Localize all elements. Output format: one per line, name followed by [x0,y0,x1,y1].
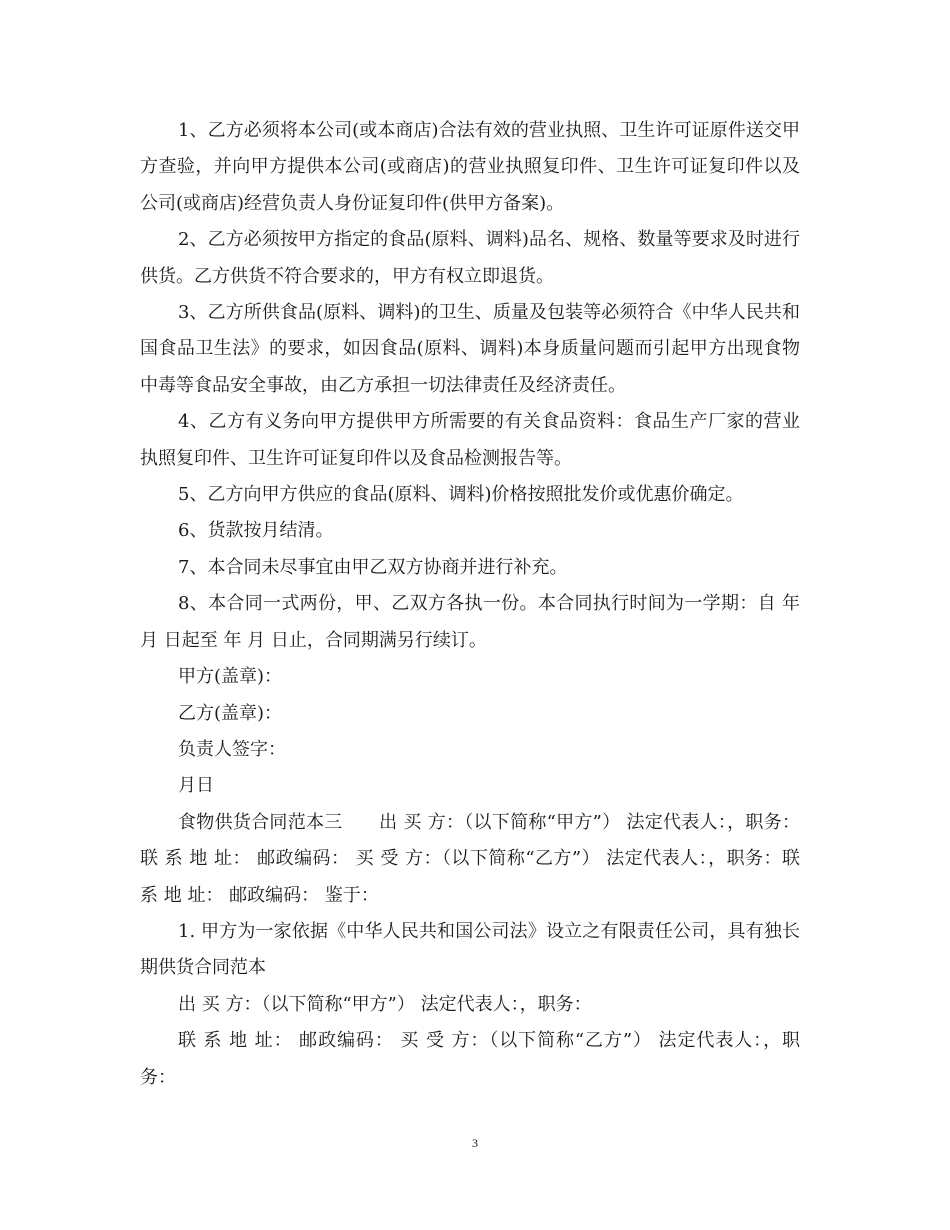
contact-address-line: 联 系 地 址： 邮政编码： 买 受 方：（以下简称“乙方”） 法定代表人：，职务： [140,1030,800,1088]
signature-line: 负责人签字： [178,738,286,760]
clause-5: 5、乙方向甲方供应的食品(原料、调料)价格按照批发价或优惠价确定。 [178,484,744,506]
clause-3: 3、乙方所供食品(原料、调料)的卫生、质量及包装等必须符合《中华人民共和国食品卫生法》的要求，如因食品(原料、调料)本身质量问题而引起甲方出现食物中毒等食品安全事故，由乙方承担一切法律责任及经济责任。 [140,302,800,396]
contract-sample-three-header: 食物供货合同范本三 出 买 方：（以下简称“甲方”） 法定代表人：，职务：联 系 地 址： 邮政编码： 买 受 方：（以下简称“乙方”） 法定代表人：，职务：联 系 地 址： 邮政编码： 鉴于： [140,811,800,906]
party-a-seal-line: 甲方(盖章)： [178,666,283,688]
seller-line: 出 买 方：（以下简称“甲方”） 法定代表人：，职务： [178,993,592,1015]
clause-1: 1、乙方必须将本公司(或本商店)合法有效的营业执照、卫生许可证原件送交甲方查验，并向甲方提供本公司(或商店)的营业执照复印件、卫生许可证复印件以及公司(或商店)经营负责人身份证复印件(供甲方备案)。 [140,120,800,214]
clause-8: 8、本合同一式两份，甲、乙双方各执一份。本合同执行时间为一学期：自 年 月 日起至 年 月 日止，合同期满另行续订。 [140,593,800,651]
clause-4: 4、乙方有义务向甲方提供甲方所需要的有关食品资料：食品生产厂家的营业执照复印件、卫生许可证复印件以及食品检测报告等。 [140,411,800,469]
clause-7: 7、本合同未尽事宜由甲乙双方协商并进行补充。 [178,556,568,578]
party-b-seal-line: 乙方(盖章)： [178,702,283,724]
page-number: 3 [472,1136,478,1150]
date-line: 月日 [178,775,214,797]
clause-6: 6、货款按月结清。 [178,520,334,542]
whereas-clause-1: 1. 甲方为一家依据《中华人民共和国公司法》设立之有限责任公司，具有独长期供货合同范本 [140,920,800,979]
clause-2: 2、乙方必须按甲方指定的食品(原料、调料)品名、规格、数量等要求及时进行供货。乙方供货不符合要求的，甲方有权立即退货。 [140,229,800,287]
document-body [140,113,800,1096]
